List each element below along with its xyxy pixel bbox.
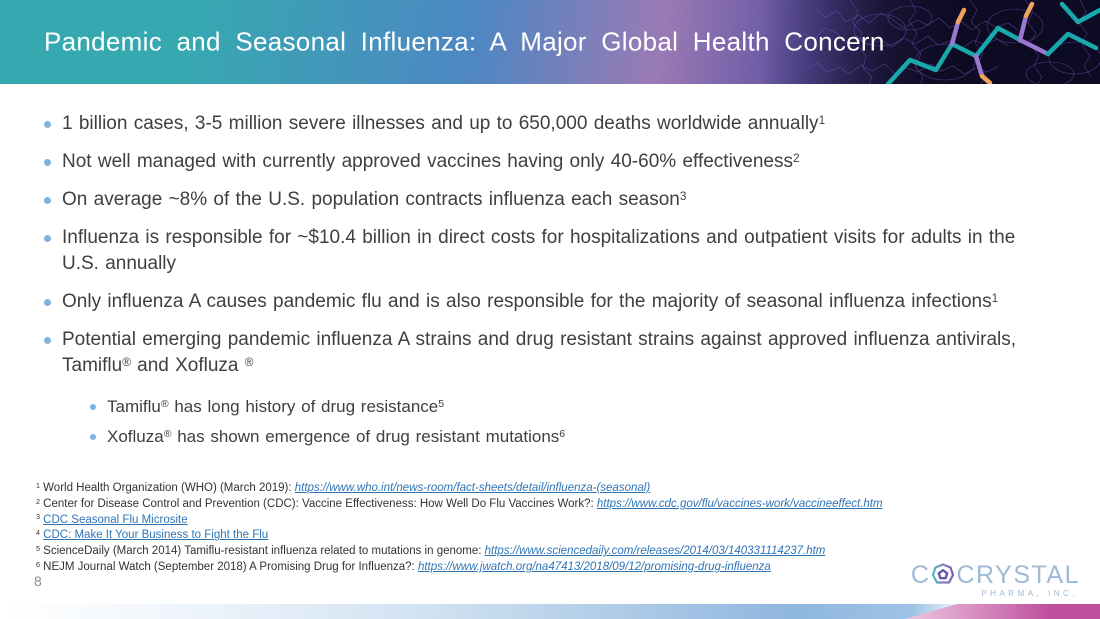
bullet-item	[44, 111, 1034, 137]
bullet-item	[44, 187, 1034, 213]
footnote-number: 6	[36, 560, 40, 569]
superscript: ®	[160, 398, 169, 411]
bullet-marker	[44, 159, 51, 166]
superscript: 3	[679, 189, 687, 203]
footnote-link[interactable]: https://www.sciencedaily.com/releases/2014/03/140331114237.htm	[484, 545, 826, 558]
footnote-number: 2	[36, 497, 40, 506]
footnote-item: $^5$ ScienceDaily (March 2014) Tamiflu-resistant influenza related to mutations in genome: https://www.sciencedaily.com/releases/2014/03/140331114237.htm	[36, 544, 826, 558]
footnote-link[interactable]: https://www.who.int/news-room/fact-sheets/detail/influenza-(seasonal)	[294, 482, 651, 494]
footnote-link[interactable]: https://www.cdc.gov/flu/vaccines-work/vaccineeffect.htm	[596, 497, 883, 510]
superscript: ®	[244, 355, 254, 369]
bullet-item	[44, 225, 1034, 277]
footnote-number: 1	[36, 481, 40, 490]
bullet-marker	[90, 434, 96, 440]
bullet-item	[44, 289, 1034, 315]
superscript: 2	[793, 151, 800, 165]
footnote-link[interactable]: CDC Seasonal Flu Microsite	[43, 513, 188, 526]
bullet-text: Tamiflu® has long history of drug resistance$^5$	[107, 397, 445, 416]
bullet-item	[44, 327, 1034, 379]
footnote-number: 4	[36, 529, 40, 538]
logo-subtitle: PHARMA, INC.	[981, 589, 1078, 598]
footnote-number: 3	[36, 513, 40, 522]
footnote-item: $^6$ NEJM Journal Watch (September 2018) A Promising Drug for Influenza?: https://www.jwatch.org/na47413/2018/09/12/promising-drug-influenza	[36, 560, 771, 573]
slide-header	[0, 0, 1100, 84]
logo-text-crystal: CRYSTAL	[956, 560, 1080, 589]
footnote-link[interactable]: CDC: Make It Your Business to Fight the Flu	[43, 529, 269, 542]
sub-bullet-item	[90, 425, 1034, 448]
bullet-marker	[44, 235, 51, 242]
slide-title: Pandemic and Seasonal Influenza: A Major Global Health Concern	[44, 26, 885, 57]
footnote-link[interactable]: https://www.jwatch.org/na47413/2018/09/12/promising-drug-influenza	[417, 560, 771, 573]
bullet-text: Not well managed with currently approved vaccines having only 40-60% effectiveness$^2$	[62, 151, 800, 172]
bullet-list	[44, 111, 1034, 455]
bullet-marker	[44, 121, 51, 128]
cocrystal-pharma-logo	[911, 562, 1080, 598]
bullet-text: Potential emerging pandemic influenza A strains and drug resistant strains against approved influenza antivirals, Tamiflu® and Xofluza ®	[62, 329, 1017, 376]
superscript: 1	[991, 291, 999, 305]
page-number: 8	[34, 573, 42, 589]
bullet-text: On average ~8% of the U.S. population contracts influenza each season$^3$	[62, 189, 687, 210]
superscript: ®	[163, 428, 172, 441]
bullet-marker	[44, 337, 51, 344]
bullet-marker	[90, 404, 96, 410]
bullet-text: 1 billion cases, 3-5 million severe illnesses and up to 650,000 deaths worldwide annually$^1$	[62, 113, 826, 134]
footnote-item: $^1$ World Health Organization (WHO) (March 2019): https://www.who.int/news-room/fact-sheets/detail/influenza-(seasonal)	[36, 481, 651, 494]
bullet-item	[44, 149, 1034, 175]
superscript: 5	[438, 398, 445, 411]
footnote-item	[36, 528, 1076, 544]
footnote-item	[36, 513, 1076, 529]
footnote-item: $^2$ Center for Disease Control and Prevention (CDC): Vaccine Effectiveness: How Well Do Flu Vaccines Work?: https://www.cdc.gov/flu/vaccines-work/vaccineeffect.htm	[36, 497, 883, 510]
logo-wordmark	[911, 562, 1080, 588]
footnote-number: 5	[36, 544, 40, 553]
superscript: 6	[559, 428, 566, 441]
bullet-marker	[44, 299, 51, 306]
crystal-icon	[931, 562, 955, 588]
superscript: 1	[818, 113, 826, 127]
superscript: ®	[122, 355, 131, 369]
sub-bullet-item	[90, 395, 1034, 418]
logo-letter-c: C	[910, 560, 931, 589]
bullet-text: Influenza is responsible for ~$10.4 billion in direct costs for hospitalizations and outpatient visits for adults in the U.S. annually	[62, 227, 1016, 274]
bullet-text: Xofluza® has shown emergence of drug resistant mutations$^6$	[107, 427, 566, 446]
bullet-text: Only influenza A causes pandemic flu and is also responsible for the majority of seasonal influenza infections$^1$	[62, 291, 999, 312]
bullet-marker	[44, 197, 51, 204]
